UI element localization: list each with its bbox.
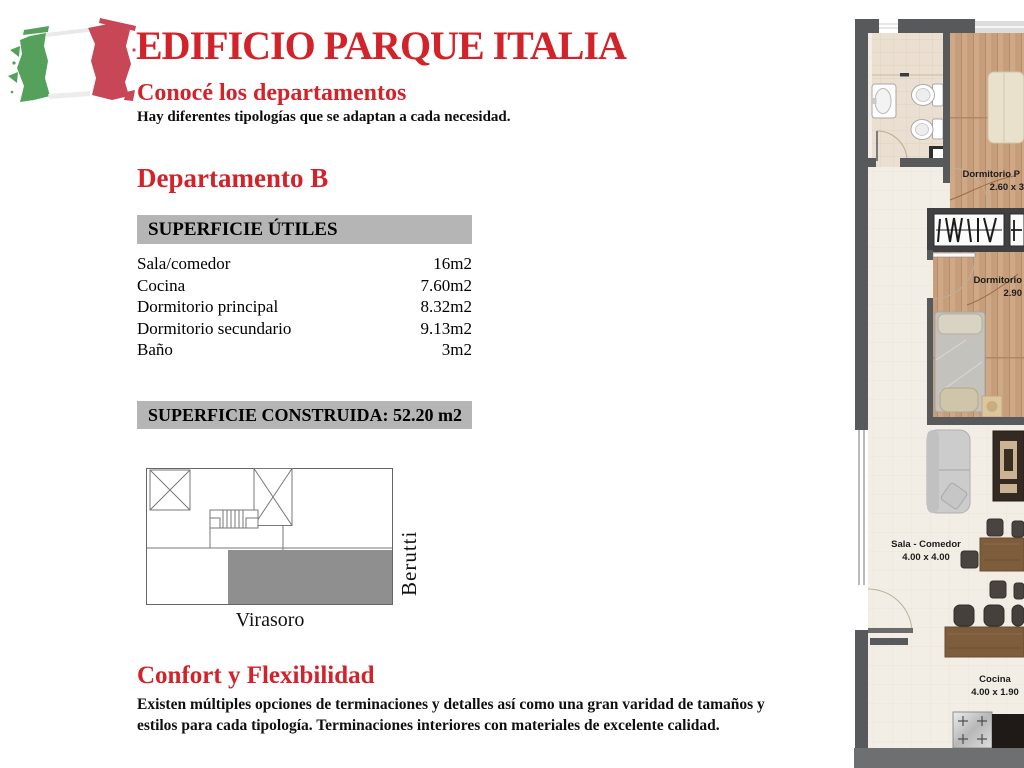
- sink-icon: [872, 84, 896, 118]
- bidet-icon: [911, 119, 943, 140]
- room-area: 7.60m2: [420, 275, 472, 295]
- room-area: 16m2: [433, 254, 472, 273]
- building-footprint-highlight: [228, 550, 392, 604]
- bath-partition-stop: [900, 73, 909, 77]
- label-dorm-principal: Dormitorio P: [962, 169, 1020, 180]
- staircase-glyph: [210, 510, 258, 528]
- confort-line-2: estilos para cada tipología. Terminaciones interiores con materiales de excelente calidad.: [137, 717, 720, 734]
- surface-header-bar: SUPERFICIE ÚTILES: [137, 215, 472, 244]
- sofa-icon: [927, 430, 970, 513]
- entry-door-leaf: [868, 628, 913, 633]
- top-right-sill: [975, 21, 1024, 33]
- kitchen-counter: [992, 714, 1024, 748]
- tv-unit-icon: [993, 431, 1024, 501]
- label-cocina-dim: 4.00 x 1.90: [971, 687, 1019, 698]
- table-row: [137, 339, 472, 361]
- block-location-sketch: [146, 466, 394, 606]
- toilet-icon: [912, 84, 944, 106]
- bed-principal-icon: [988, 72, 1024, 143]
- room-label: Baño: [137, 340, 173, 359]
- confort-line-1: Existen múltiples opciones de terminaciones y detalles así como una gran varidad de tamaños y: [137, 696, 765, 713]
- street-label-virasoro: Virasoro: [235, 609, 305, 631]
- room-label: Dormitorio secundario: [137, 318, 292, 338]
- page-title: EDIFICIO PARQUE ITALIA: [136, 23, 626, 68]
- room-area: 9.13m2: [420, 318, 472, 338]
- label-dorm-secundario: Dormitorio: [973, 275, 1022, 286]
- table-row: [137, 296, 472, 318]
- top-window: [879, 19, 898, 33]
- room-area: 3m2: [441, 340, 472, 359]
- stove-icon: [953, 712, 992, 748]
- bottom-wall: [854, 748, 1024, 768]
- italian-flag-logo: [8, 6, 136, 104]
- table-row: [137, 318, 472, 340]
- surface-table: [137, 253, 472, 361]
- dorm-secundario-door-leaf: [933, 253, 975, 257]
- built-surface-bar: SUPERFICIE CONSTRUIDA: 52.20 m2: [137, 401, 472, 429]
- entry-opening: [855, 585, 868, 630]
- left-window: [855, 430, 868, 585]
- label-sala: Sala - Comedor: [891, 539, 961, 550]
- flag-red-band: [88, 18, 136, 101]
- tagline: Hay diferentes tipologías que se adaptan a cada necesidad.: [137, 109, 511, 125]
- label-sala-dim: 4.00 x 4.00: [902, 552, 950, 563]
- room-area: 8.32m2: [420, 297, 472, 316]
- bed-secundario-icon: [935, 312, 985, 412]
- apartment-name: Departamento B: [137, 163, 329, 193]
- wardrobe: [927, 208, 1024, 252]
- confort-section-title: Confort y Flexibilidad: [137, 662, 375, 689]
- room-label: Sala/comedor: [137, 254, 231, 273]
- label-dorm-secundario-dim: 2.90: [1003, 288, 1022, 299]
- floor-plan: [854, 0, 1024, 768]
- room-label: Cocina: [137, 275, 186, 295]
- label-cocina: Cocina: [979, 674, 1011, 685]
- label-dorm-principal-dim: 2.60 x 3: [989, 182, 1024, 193]
- side-table-icon: [982, 396, 1002, 417]
- flag-green-band: [8, 26, 50, 102]
- table-row: [137, 275, 472, 297]
- room-label: Dormitorio principal: [137, 297, 279, 316]
- table-row: [137, 253, 472, 275]
- confort-paragraph: [137, 694, 765, 736]
- page-subtitle: Conocé los departamentos: [137, 80, 407, 106]
- breakfast-bar-icon: [945, 605, 1024, 657]
- flag-white-band: [46, 28, 90, 99]
- street-label-berutti: Berutti: [397, 530, 421, 596]
